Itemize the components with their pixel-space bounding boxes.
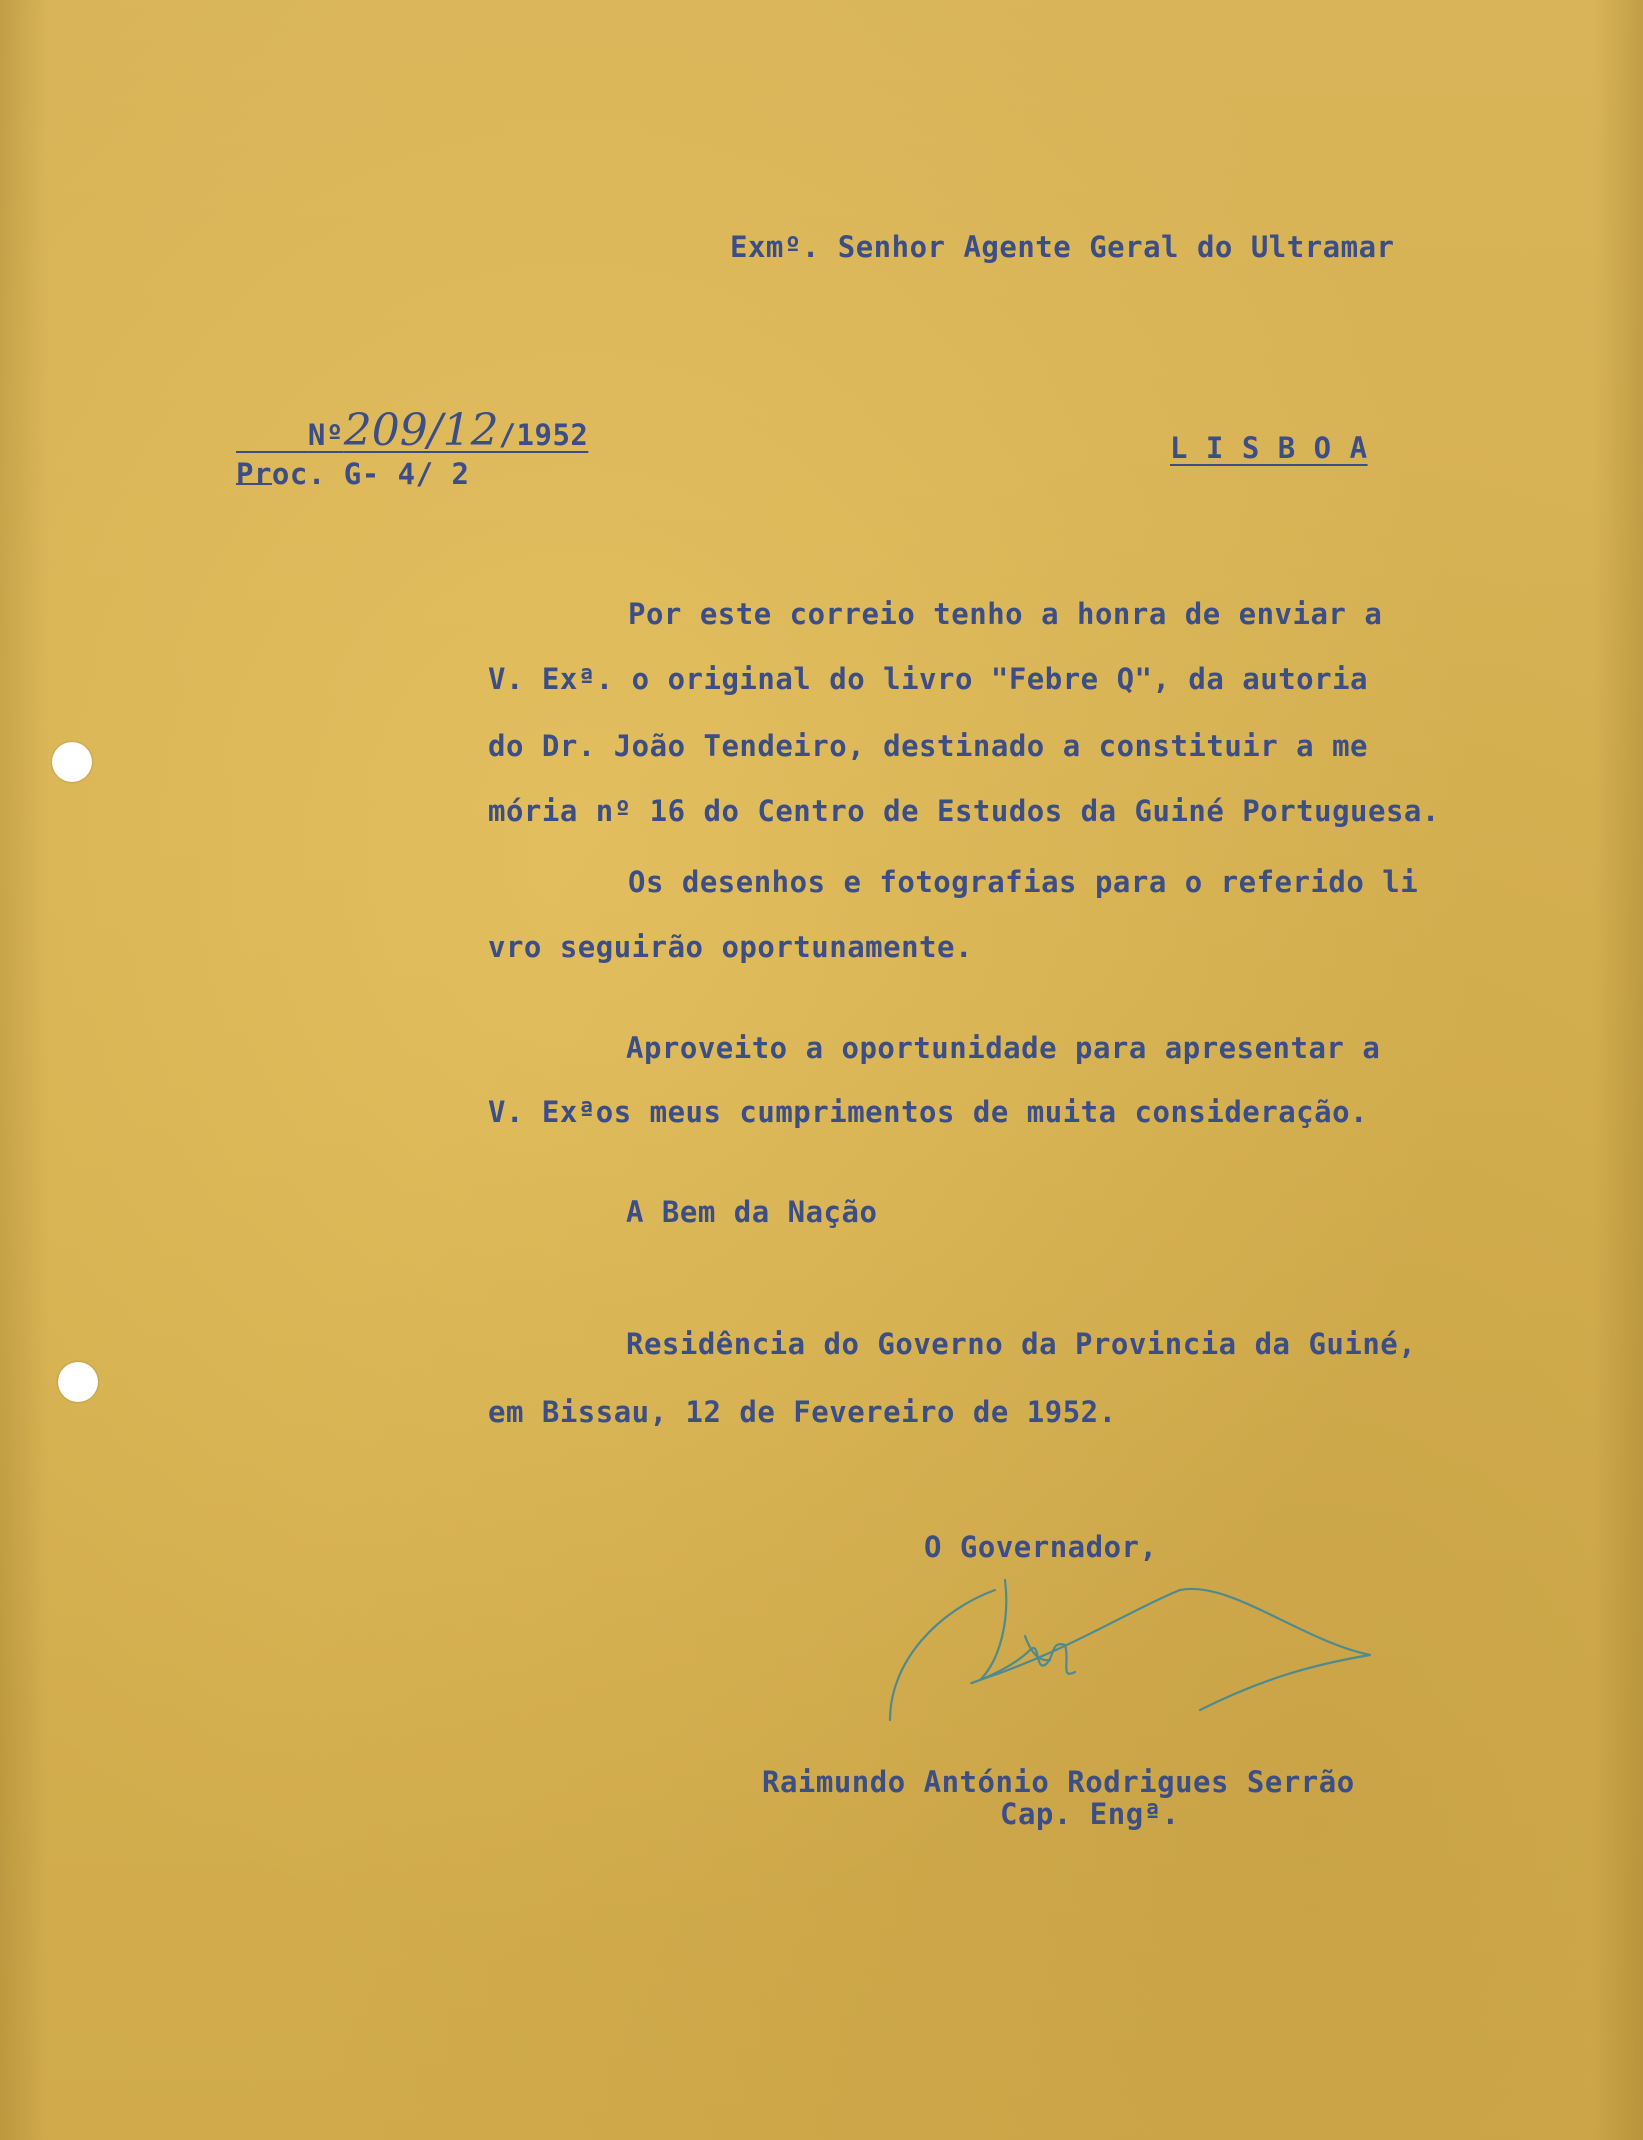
- body-line: Por este correio tenho a honra de enviar a: [628, 597, 1383, 631]
- signatory-name: Raimundo António Rodrigues Serrão: [762, 1765, 1355, 1799]
- closing-salutation: A Bem da Nação: [626, 1195, 878, 1229]
- signatory-title: O Governador,: [924, 1530, 1158, 1564]
- body-line: mória nº 16 do Centro de Estudos da Guiné Portuguesa.: [488, 794, 1440, 828]
- signatory-rank: Cap. Engª.: [1000, 1797, 1180, 1831]
- body-line: V. Exªos meus cumprimentos de muita consideração.: [488, 1095, 1369, 1129]
- punch-hole-bottom: [58, 1362, 98, 1402]
- handwritten-signature: [870, 1540, 1390, 1740]
- place-line: Residência do Governo da Provincia da Guiné,: [626, 1327, 1417, 1361]
- process-reference: Proc. G- 4/ 2: [236, 457, 470, 491]
- body-line: do Dr. João Tendeiro, destinado a constituir a me: [488, 729, 1369, 763]
- city-heading: L I S B O A: [1170, 431, 1368, 465]
- date-line: em Bissau, 12 de Fevereiro de 1952.: [488, 1395, 1117, 1429]
- body-line: Os desenhos e fotografias para o referido li: [628, 865, 1419, 899]
- reference-prefix: Nº: [307, 418, 344, 452]
- addressee-line: Exmº. Senhor Agente Geral do Ultramar: [730, 230, 1395, 264]
- punch-hole-top: [52, 742, 92, 782]
- reference-year: /1952: [498, 418, 589, 452]
- body-line: V. Exª. o original do livro "Febre Q", da autoria: [488, 662, 1369, 696]
- body-line: Aproveito a oportunidade para apresentar a: [626, 1031, 1381, 1065]
- reference-number-handwritten: 209/12: [343, 405, 499, 456]
- body-line: vro seguirão oportunamente.: [488, 930, 973, 964]
